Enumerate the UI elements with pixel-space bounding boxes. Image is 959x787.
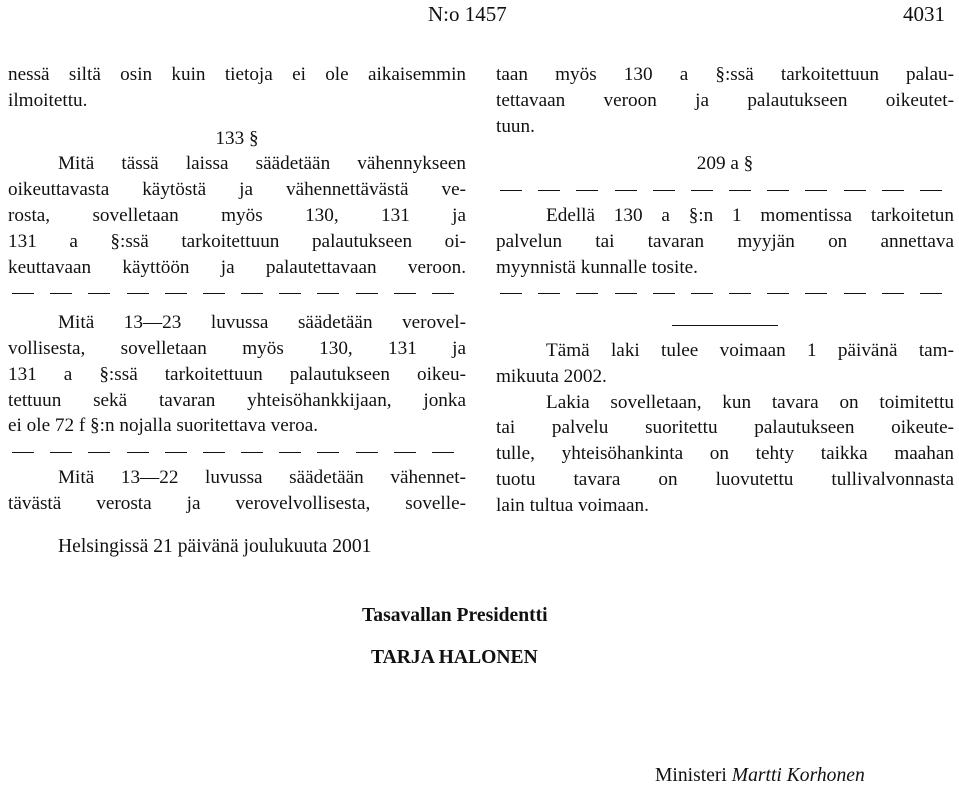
dash-mark — [317, 452, 339, 453]
text-line: oikeuttavasta käytöstä ja vähennettävästä ve- — [8, 179, 466, 201]
place-date: Helsingissä 21 päivänä joulukuuta 2001 — [58, 536, 372, 557]
dash-mark — [12, 452, 34, 453]
dash-mark — [538, 293, 560, 294]
text-line: keuttavaan käyttöön ja palautettavaan veroon. — [8, 256, 466, 278]
text-line: 131 a §:ssä tarkoitettuun palautukseen oikeu- — [8, 363, 466, 385]
text-line: tai palvelu suoritettu palautukseen oikeute- — [496, 417, 954, 439]
dash-mark — [88, 293, 110, 294]
dash-mark — [127, 293, 149, 294]
dash-mark — [165, 452, 187, 453]
section-heading-209a: 209 a § — [696, 153, 754, 175]
dash-mark — [615, 190, 637, 191]
minister-label: Ministeri — [655, 765, 727, 786]
text-line: mikuuta 2002. — [496, 365, 607, 387]
omission-dashes — [496, 177, 954, 203]
text-line: tettavaan veroon ja palautukseen oikeutet- — [496, 89, 954, 111]
text-line: tävästä verosta ja verovelvollisesta, sovelle- — [8, 492, 466, 514]
president-name: TARJA HALONEN — [371, 647, 538, 668]
dash-mark — [576, 293, 598, 294]
text-line: palvelun tai tavaran myyjän on annettava — [496, 230, 954, 252]
dash-mark — [356, 293, 378, 294]
text-line: ei ole 72 f §:n nojalla suoritettava veroa. — [8, 415, 319, 437]
minister-signature — [655, 765, 865, 787]
text-line: Mitä 13—22 luvussa säädetään vähennet- — [58, 466, 466, 488]
dash-mark — [279, 452, 301, 453]
dash-mark — [279, 293, 301, 294]
text-line: lain tultua voimaan. — [496, 494, 649, 516]
text-line: tettuun sekä tavaran yhteisöhankkijaan, jonka — [8, 389, 466, 411]
page-header — [0, 0, 959, 32]
text-line: rosta, sovelletaan myös 130, 131 ja — [8, 204, 466, 226]
text-line: tulle, yhteisöhankinta on tehty taikka maahan — [496, 443, 954, 465]
dash-mark — [805, 190, 827, 191]
dash-mark — [394, 293, 416, 294]
dash-mark — [576, 190, 598, 191]
dash-mark — [920, 293, 942, 294]
page-number: 4031 — [903, 2, 945, 26]
dash-mark — [615, 293, 637, 294]
dash-mark — [432, 452, 454, 453]
separator-rule — [496, 312, 954, 338]
left-column — [8, 62, 466, 517]
dash-mark — [691, 190, 713, 191]
omission-dashes — [496, 280, 954, 306]
text-line: ilmoitettu. — [8, 89, 88, 111]
dash-mark — [241, 293, 263, 294]
dash-mark — [729, 190, 751, 191]
dash-mark — [882, 293, 904, 294]
dash-mark — [203, 452, 225, 453]
dash-mark — [729, 293, 751, 294]
text-line: Mitä 13—23 luvussa säädetään verovel- — [58, 312, 466, 334]
dash-mark — [500, 190, 522, 191]
dash-mark — [50, 293, 72, 294]
text-line: Lakia sovelletaan, kun tavara on toimitettu — [546, 391, 954, 413]
dash-mark — [805, 293, 827, 294]
dash-mark — [882, 190, 904, 191]
dash-mark — [538, 190, 560, 191]
dash-mark — [767, 293, 789, 294]
text-line: 131 a §:ssä tarkoitettuun palautukseen oi- — [8, 230, 466, 252]
text-line: Mitä tässä laissa säädetään vähennykseen — [58, 153, 466, 175]
text-line: tuun. — [496, 115, 535, 137]
dash-mark — [653, 293, 675, 294]
omission-dashes — [8, 439, 466, 465]
dash-mark — [88, 452, 110, 453]
dash-mark — [165, 293, 187, 294]
statute-number: N:o 1457 — [428, 2, 507, 26]
text-line: vollisesta, sovelletaan myös 130, 131 ja — [8, 337, 466, 359]
dash-mark — [767, 190, 789, 191]
dash-mark — [356, 452, 378, 453]
dash-mark — [127, 452, 149, 453]
dash-mark — [432, 293, 454, 294]
dash-mark — [203, 293, 225, 294]
dash-mark — [691, 293, 713, 294]
dash-mark — [12, 293, 34, 294]
dash-mark — [317, 293, 339, 294]
dash-mark — [844, 190, 866, 191]
dash-mark — [50, 452, 72, 453]
dash-mark — [394, 452, 416, 453]
signature-title: Tasavallan Presidentti — [362, 605, 548, 626]
text-line: taan myös 130 a §:ssä tarkoitettuun palau- — [496, 64, 954, 85]
dash-mark — [920, 190, 942, 191]
spacer — [8, 114, 466, 126]
text-line: Tämä laki tulee voimaan 1 päivänä tam- — [546, 339, 954, 361]
right-column — [496, 62, 954, 519]
dash-mark — [653, 190, 675, 191]
dash-mark — [844, 293, 866, 294]
spacer — [496, 139, 954, 151]
text-line: tuotu tavara on luovutettu tullivalvonnasta — [496, 468, 954, 490]
minister-name: Martti Korhonen — [731, 765, 865, 786]
dash-mark — [241, 452, 263, 453]
text-line: Edellä 130 a §:n 1 momentissa tarkoitetun — [546, 204, 954, 226]
text-line: nessä siltä osin kuin tietoja ei ole aikaisemmin — [8, 64, 466, 85]
dash-mark — [500, 293, 522, 294]
text-line: myynnistä kunnalle tosite. — [496, 256, 698, 278]
omission-dashes — [8, 280, 466, 306]
section-heading-133: 133 § — [215, 127, 259, 149]
